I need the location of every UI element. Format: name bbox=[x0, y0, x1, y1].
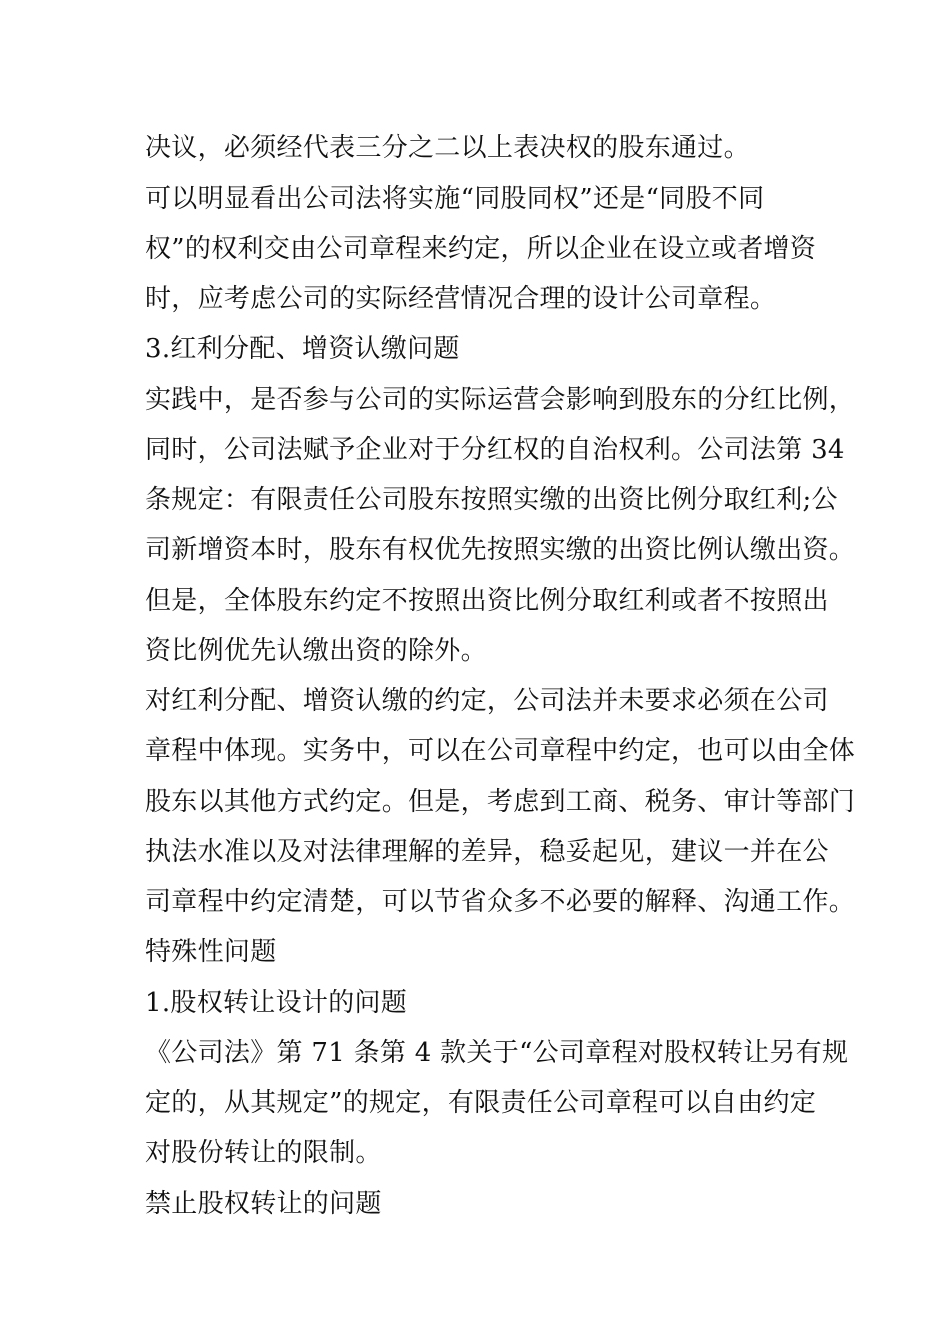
text-line: 条规定：有限责任公司股东按照实缴的出资比例分取红利;公 bbox=[145, 485, 838, 515]
text-line: 时，应考虑公司的实际经营情况合理的设计公司章程。 bbox=[145, 284, 777, 314]
section-heading: 1.股权转让设计的问题 bbox=[145, 988, 408, 1018]
text-line: 可以明显看出公司法将实施“同股同权”还是“同股不同 bbox=[145, 184, 765, 214]
section-heading: 特殊性问题 bbox=[145, 937, 277, 967]
text-line: 股东以其他方式约定。但是，考虑到工商、税务、审计等部门 bbox=[145, 787, 856, 817]
section-heading: 禁止股权转让的问题 bbox=[145, 1189, 382, 1219]
text-line: 章程中体现。实务中，可以在公司章程中约定，也可以由全体 bbox=[145, 736, 856, 766]
text-line: 对红利分配、增资认缴的约定，公司法并未要求必须在公司 bbox=[145, 686, 829, 716]
section-heading: 3.红利分配、增资认缴问题 bbox=[145, 334, 460, 364]
text-line: 司章程中约定清楚，可以节省众多不必要的解释、沟通工作。 bbox=[145, 887, 856, 917]
text-line: 《公司法》第 71 条第 4 款关于“公司章程对股权转让另有规 bbox=[145, 1038, 849, 1068]
text-line: 司新增资本时，股东有权优先按照实缴的出资比例认缴出资。 bbox=[145, 535, 856, 565]
text-line: 资比例优先认缴出资的除外。 bbox=[145, 636, 487, 666]
text-line: 执法水准以及对法律理解的差异，稳妥起见，建议一并在公 bbox=[145, 837, 829, 867]
text-line: 决议，必须经代表三分之二以上表决权的股东通过。 bbox=[145, 133, 750, 163]
text-line: 同时，公司法赋予企业对于分红权的自治权利。公司法第 34 bbox=[145, 435, 845, 465]
text-line: 但是，全体股东约定不按照出资比例分取红利或者不按照出 bbox=[145, 586, 829, 616]
text-line: 对股份转让的限制。 bbox=[145, 1138, 382, 1168]
text-line: 实践中，是否参与公司的实际运营会影响到股东的分红比例， bbox=[145, 385, 856, 415]
text-line: 权”的权利交由公司章程来约定，所以企业在设立或者增资 bbox=[145, 234, 817, 264]
text-line: 定的，从其规定”的规定，有限责任公司章程可以自由约定 bbox=[145, 1088, 817, 1118]
